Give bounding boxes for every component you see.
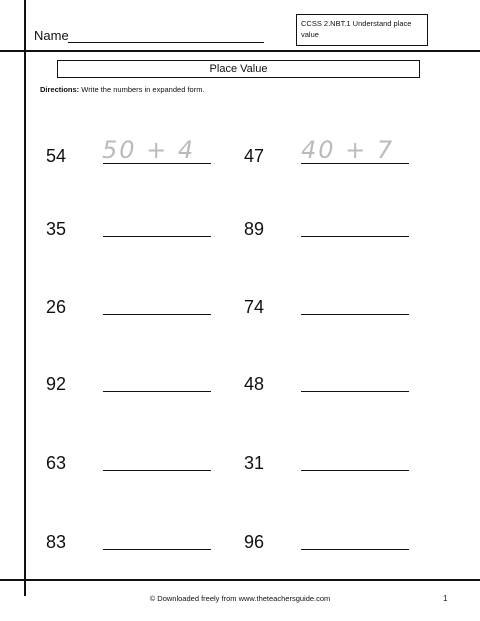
problem-number: 48 — [244, 374, 265, 394]
problem-number: 89 — [244, 219, 265, 239]
answer-line[interactable] — [301, 314, 409, 315]
directions-label: Directions: — [40, 85, 80, 94]
name-field[interactable] — [68, 42, 264, 43]
answer-line[interactable] — [301, 236, 409, 237]
answer-line[interactable] — [301, 470, 409, 471]
example-answer: 50 + 4 — [102, 136, 196, 164]
directions — [40, 85, 205, 94]
answer-line[interactable] — [301, 549, 409, 550]
left-margin-rule — [24, 0, 26, 596]
problem-number: 83 — [46, 532, 67, 552]
answer-line[interactable] — [103, 549, 211, 550]
problem-number: 54 — [46, 146, 67, 166]
example-answer: 40 + 7 — [301, 136, 395, 164]
answer-line[interactable] — [103, 163, 211, 164]
directions-text: Write the numbers in expanded form. — [81, 85, 205, 94]
answer-line[interactable] — [103, 470, 211, 471]
standard-box: CCSS 2.NBT.1 Understand place value — [296, 14, 428, 46]
name-label: Name — [34, 28, 69, 43]
problem-number: 35 — [46, 219, 67, 239]
problem-number: 74 — [244, 297, 265, 317]
answer-line[interactable] — [103, 236, 211, 237]
problem-number: 96 — [244, 532, 265, 552]
answer-line[interactable] — [103, 314, 211, 315]
problem-number: 47 — [244, 146, 265, 166]
header-divider — [0, 50, 480, 52]
page-number: 1 — [443, 594, 448, 603]
page-title: Place Value — [57, 60, 420, 78]
problem-number: 26 — [46, 297, 67, 317]
problem-number: 31 — [244, 453, 265, 473]
answer-line[interactable] — [301, 391, 409, 392]
answer-line[interactable] — [103, 391, 211, 392]
answer-line[interactable] — [301, 163, 409, 164]
problem-number: 92 — [46, 374, 67, 394]
footer-credit: © Downloaded freely from www.theteachersguide.com — [149, 594, 331, 603]
footer-divider — [0, 579, 480, 581]
problem-number: 63 — [46, 453, 67, 473]
